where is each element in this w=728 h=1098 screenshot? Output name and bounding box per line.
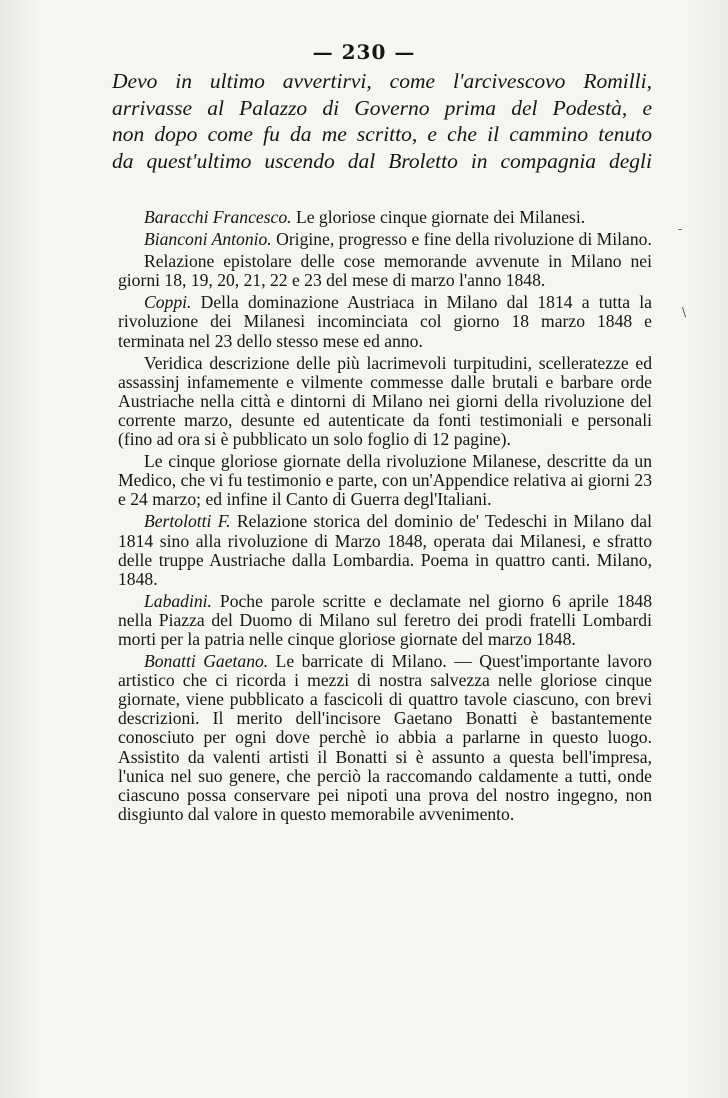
entry-text: Le barricate di Milano. — Quest'importante lavoro artistico che ci ricorda i mezzi di nostra salvezza nelle gloriose cinque giornate, viene pubblicato a fascicoli di quattro tavole ciascuno, con brevi descrizioni. Il merito dell'incisore Gaetano Bonatti è bastantemente conosciuto per ogni dove perchè io abbia a parlarne in questo luogo. Assistito da valenti artisti il Bonatti si è assunto a questa bell'impresa, l'unica nel suo genere, che perciò la raccomando caldamente a tutti, onde ciascuno possa conservare pei nipoti una prova del nostro ingegno, non disgiunto dal valore in questo memorabile avvenimento.: [118, 651, 652, 824]
entry-text: Relazione storica del dominio de' Tedeschi in Milano dal 1814 sino alla rivoluzione di Marzo 1848, operata dai Milanesi, e sfratto delle truppe Austriache dalla Lombardia. Poema in quattro canti. Milano, 1848.: [118, 511, 652, 589]
entry-text: Della dominazione Austriaca in Milano dal 1814 a tutta la rivoluzione dei Milanesi incominciata col giorno 18 marzo 1848 e terminata nel 23 dello stesso mese ed anno.: [118, 292, 652, 351]
entry-author: Labadini.: [144, 590, 212, 611]
entry-author: Bonatti Gaetano.: [144, 651, 269, 672]
entry-author: Bianconi Antonio.: [144, 229, 272, 250]
entry-text: Relazione epistolare delle cose memorande avvenute in Milano nei giorni 18, 19, 20, 21, 22 e 23 del mese di marzo l'anno 1848.: [118, 251, 652, 291]
entry-text: Origine, progresso e fine della rivoluzione di Milano.: [271, 229, 652, 250]
bibliography-entry: [118, 293, 652, 350]
entry-author: Baracchi Francesco.: [144, 207, 292, 227]
bibliography-entry: [118, 452, 652, 509]
intro-line: da quest'ultimo uscendo dal Broletto in compagnia degli: [112, 148, 652, 173]
bibliography-list: [118, 208, 652, 827]
bibliography-entry: [118, 252, 652, 290]
bibliography-entry: [118, 208, 652, 227]
entry-text: Le gloriose cinque giornate dei Milanesi.: [291, 207, 586, 227]
page-number: — 230 —: [312, 40, 416, 64]
intro-line: non dopo come fu da me scritto, e che il cammino tenuto: [112, 122, 652, 146]
bibliography-entry: [118, 652, 652, 824]
margin-mark: -: [678, 222, 683, 236]
entry-text: Poche parole scritte e declamate nel giorno 6 aprile 1848 nella Piazza del Duomo di Milano sul feretro dei prodi fratelli Lombardi morti per la patria nelle cinque gloriose giornate del marzo 1848.: [118, 590, 652, 649]
bibliography-entry: [118, 230, 652, 249]
entry-author: Coppi.: [144, 292, 192, 313]
intro-line: arrivasse al Palazzo di Governo prima del Podestà, e: [112, 95, 652, 120]
intro-paragraph: [112, 68, 652, 174]
margin-mark: \: [682, 305, 687, 319]
entry-author: Bertolotti F.: [144, 511, 231, 532]
bibliography-entry: [118, 512, 652, 588]
entry-text: Veridica descrizione delle più lacrimevoli turpitudini, scelleratezze ed assassinj infamemente e vilmente commesse dalle brutali e barbare orde Austriache nella città e dintorni di Milano nei giorni della rivoluzione del corrente marzo, desunte ed autenticate da fonti testimoniali e personali (fino ad ora si è pubblicato un solo foglio di 12 pagine).: [118, 352, 652, 450]
bibliography-entry: [118, 592, 652, 649]
entry-text: Le cinque gloriose giornate della rivoluzione Milanese, descritte da un Medico, che vi fu testimonio e parte, con un'Appendice relativa ai giorni 23 e 24 marzo; ed infine il Canto di Guerra degl'Italiani.: [118, 451, 652, 510]
intro-line: Devo in ultimo avvertirvi, come l'arcivescovo Romilli,: [112, 69, 652, 93]
bibliography-entry: [118, 354, 652, 449]
